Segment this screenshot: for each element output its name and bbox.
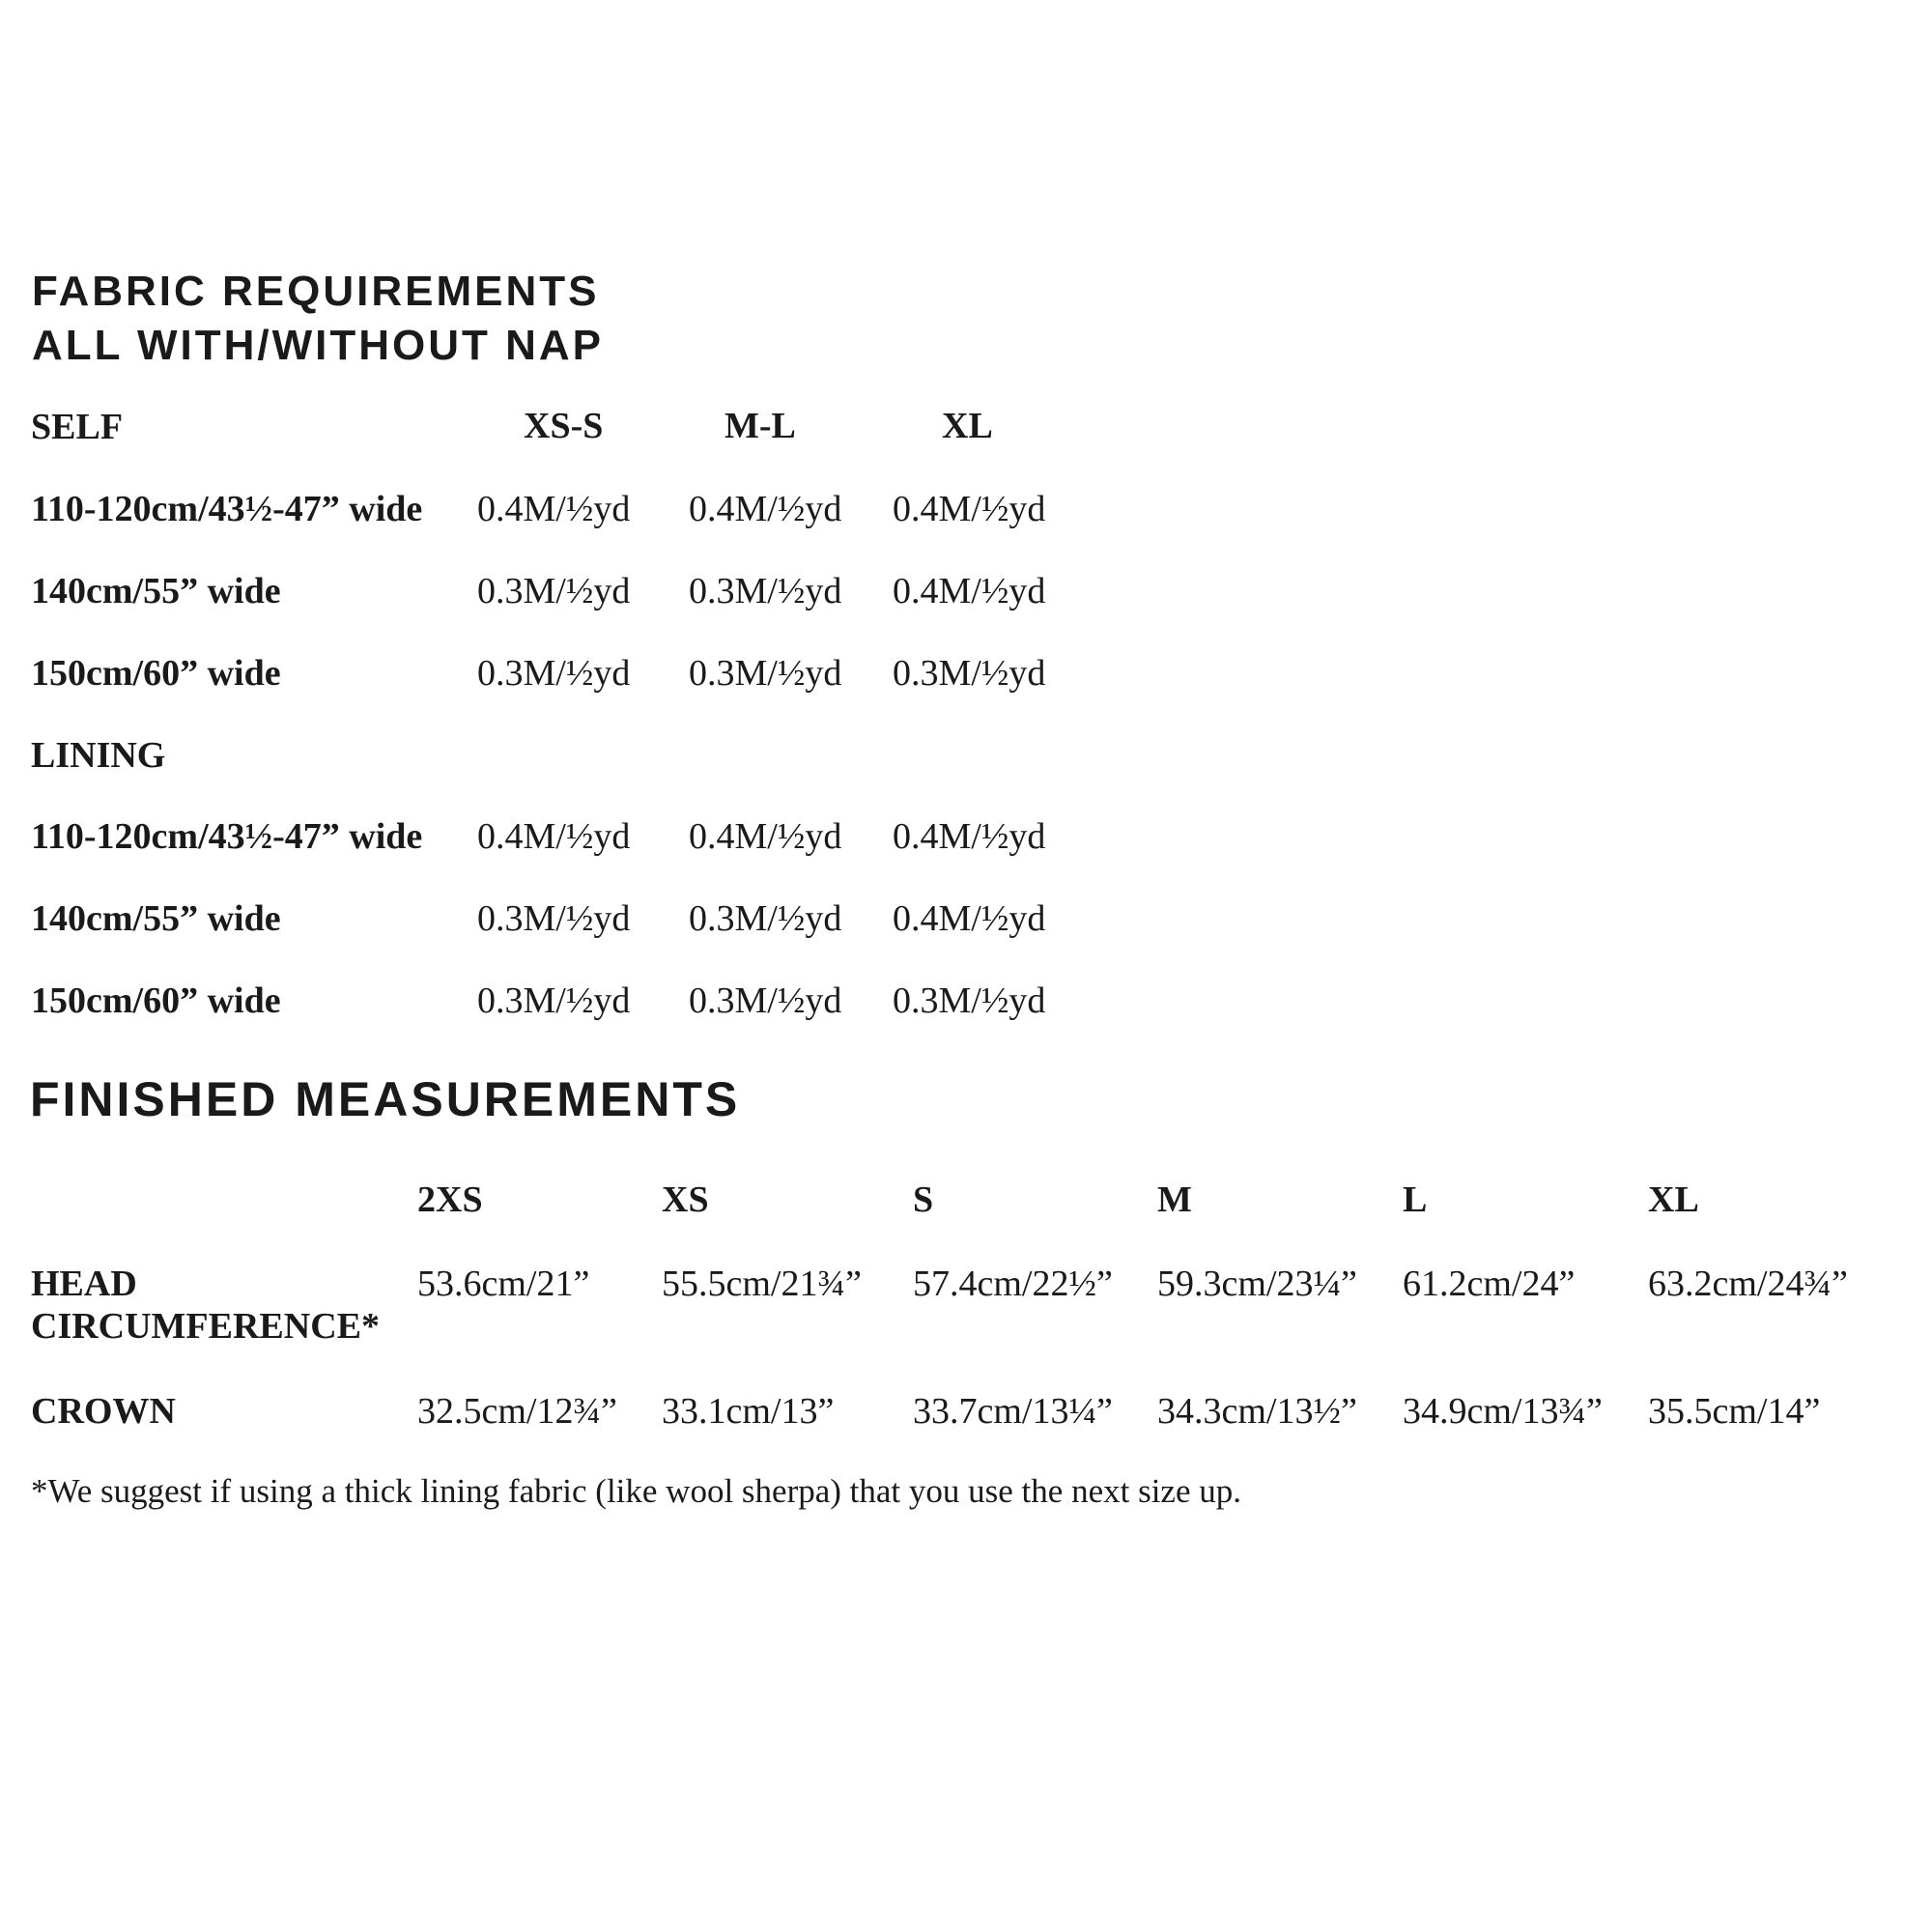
finished-measurements-title: FINISHED MEASUREMENTS — [30, 1072, 741, 1126]
finished-row-crown-label: CROWN — [31, 1391, 176, 1432]
fabric-title-line2: ALL WITH/WITHOUT NAP — [32, 322, 604, 369]
fabric-size-header-m-l: M-L — [724, 406, 796, 446]
self-row-1-value-xl: 0.4M/½yd — [893, 489, 1046, 529]
head-circumference-m: 59.3cm/23¼” — [1157, 1264, 1357, 1304]
fabric-size-header-xl: XL — [942, 406, 993, 446]
self-row-2-value-xs-s: 0.3M/½yd — [477, 571, 631, 611]
lining-row-2-value-xl: 0.4M/½yd — [893, 898, 1046, 939]
crown-m: 34.3cm/13½” — [1157, 1391, 1357, 1432]
lining-row-3-width: 150cm/60” wide — [31, 980, 281, 1021]
self-row-3-width: 150cm/60” wide — [31, 653, 281, 694]
self-row-3-value-m-l: 0.3M/½yd — [689, 653, 842, 694]
lining-row-2-value-m-l: 0.3M/½yd — [689, 898, 842, 939]
self-row-3-value-xs-s: 0.3M/½yd — [477, 653, 631, 694]
finished-size-header-l: L — [1403, 1179, 1428, 1220]
self-row-3-value-xl: 0.3M/½yd — [893, 653, 1046, 694]
crown-xl: 35.5cm/14” — [1648, 1391, 1821, 1432]
head-circumference-xl: 63.2cm/24¾” — [1648, 1264, 1848, 1304]
self-row-2-value-xl: 0.4M/½yd — [893, 571, 1046, 611]
crown-l: 34.9cm/13¾” — [1403, 1391, 1603, 1432]
head-circumference-l: 61.2cm/24” — [1403, 1264, 1576, 1304]
lining-row-2-value-xs-s: 0.3M/½yd — [477, 898, 631, 939]
lining-row-3-value-xl: 0.3M/½yd — [893, 980, 1046, 1021]
lining-row-3-value-xs-s: 0.3M/½yd — [477, 980, 631, 1021]
self-row-2-value-m-l: 0.3M/½yd — [689, 571, 842, 611]
finished-size-header-s: S — [913, 1179, 934, 1220]
finished-size-header-xs: XS — [662, 1179, 709, 1220]
fabric-size-header-xs-s: XS-S — [524, 406, 604, 446]
lining-row-1-value-xs-s: 0.4M/½yd — [477, 816, 631, 857]
crown-xs: 33.1cm/13” — [662, 1391, 835, 1432]
self-row-1-value-m-l: 0.4M/½yd — [689, 489, 842, 529]
lining-row-1-value-xl: 0.4M/½yd — [893, 816, 1046, 857]
lining-row-3-value-m-l: 0.3M/½yd — [689, 980, 842, 1021]
head-circumference-2xs: 53.6cm/21” — [417, 1264, 590, 1304]
self-row-1-value-xs-s: 0.4M/½yd — [477, 489, 631, 529]
fabric-title-line1: FABRIC REQUIREMENTS — [32, 268, 600, 315]
head-circumference-s: 57.4cm/22½” — [913, 1264, 1113, 1304]
lining-section-label: LINING — [31, 735, 166, 776]
head-circumference-xs: 55.5cm/21¾” — [662, 1264, 862, 1304]
lining-row-1-width: 110-120cm/43½-47” wide — [31, 816, 423, 857]
footnote: *We suggest if using a thick lining fabric (like wool sherpa) that you use the next size up. — [31, 1472, 1241, 1510]
lining-row-2-width: 140cm/55” wide — [31, 898, 281, 939]
crown-s: 33.7cm/13¼” — [913, 1391, 1113, 1432]
finished-size-header-m: M — [1157, 1179, 1192, 1220]
crown-2xs: 32.5cm/12¾” — [417, 1391, 617, 1432]
finished-size-header-2xs: 2XS — [417, 1179, 483, 1220]
finished-size-header-xl: XL — [1648, 1179, 1699, 1220]
lining-row-1-value-m-l: 0.4M/½yd — [689, 816, 842, 857]
finished-row-head-circumference-label: HEAD CIRCUMFERENCE* — [31, 1264, 380, 1347]
self-row-2-width: 140cm/55” wide — [31, 571, 281, 611]
self-row-1-width: 110-120cm/43½-47” wide — [31, 489, 423, 529]
self-section-label: SELF — [31, 407, 124, 447]
